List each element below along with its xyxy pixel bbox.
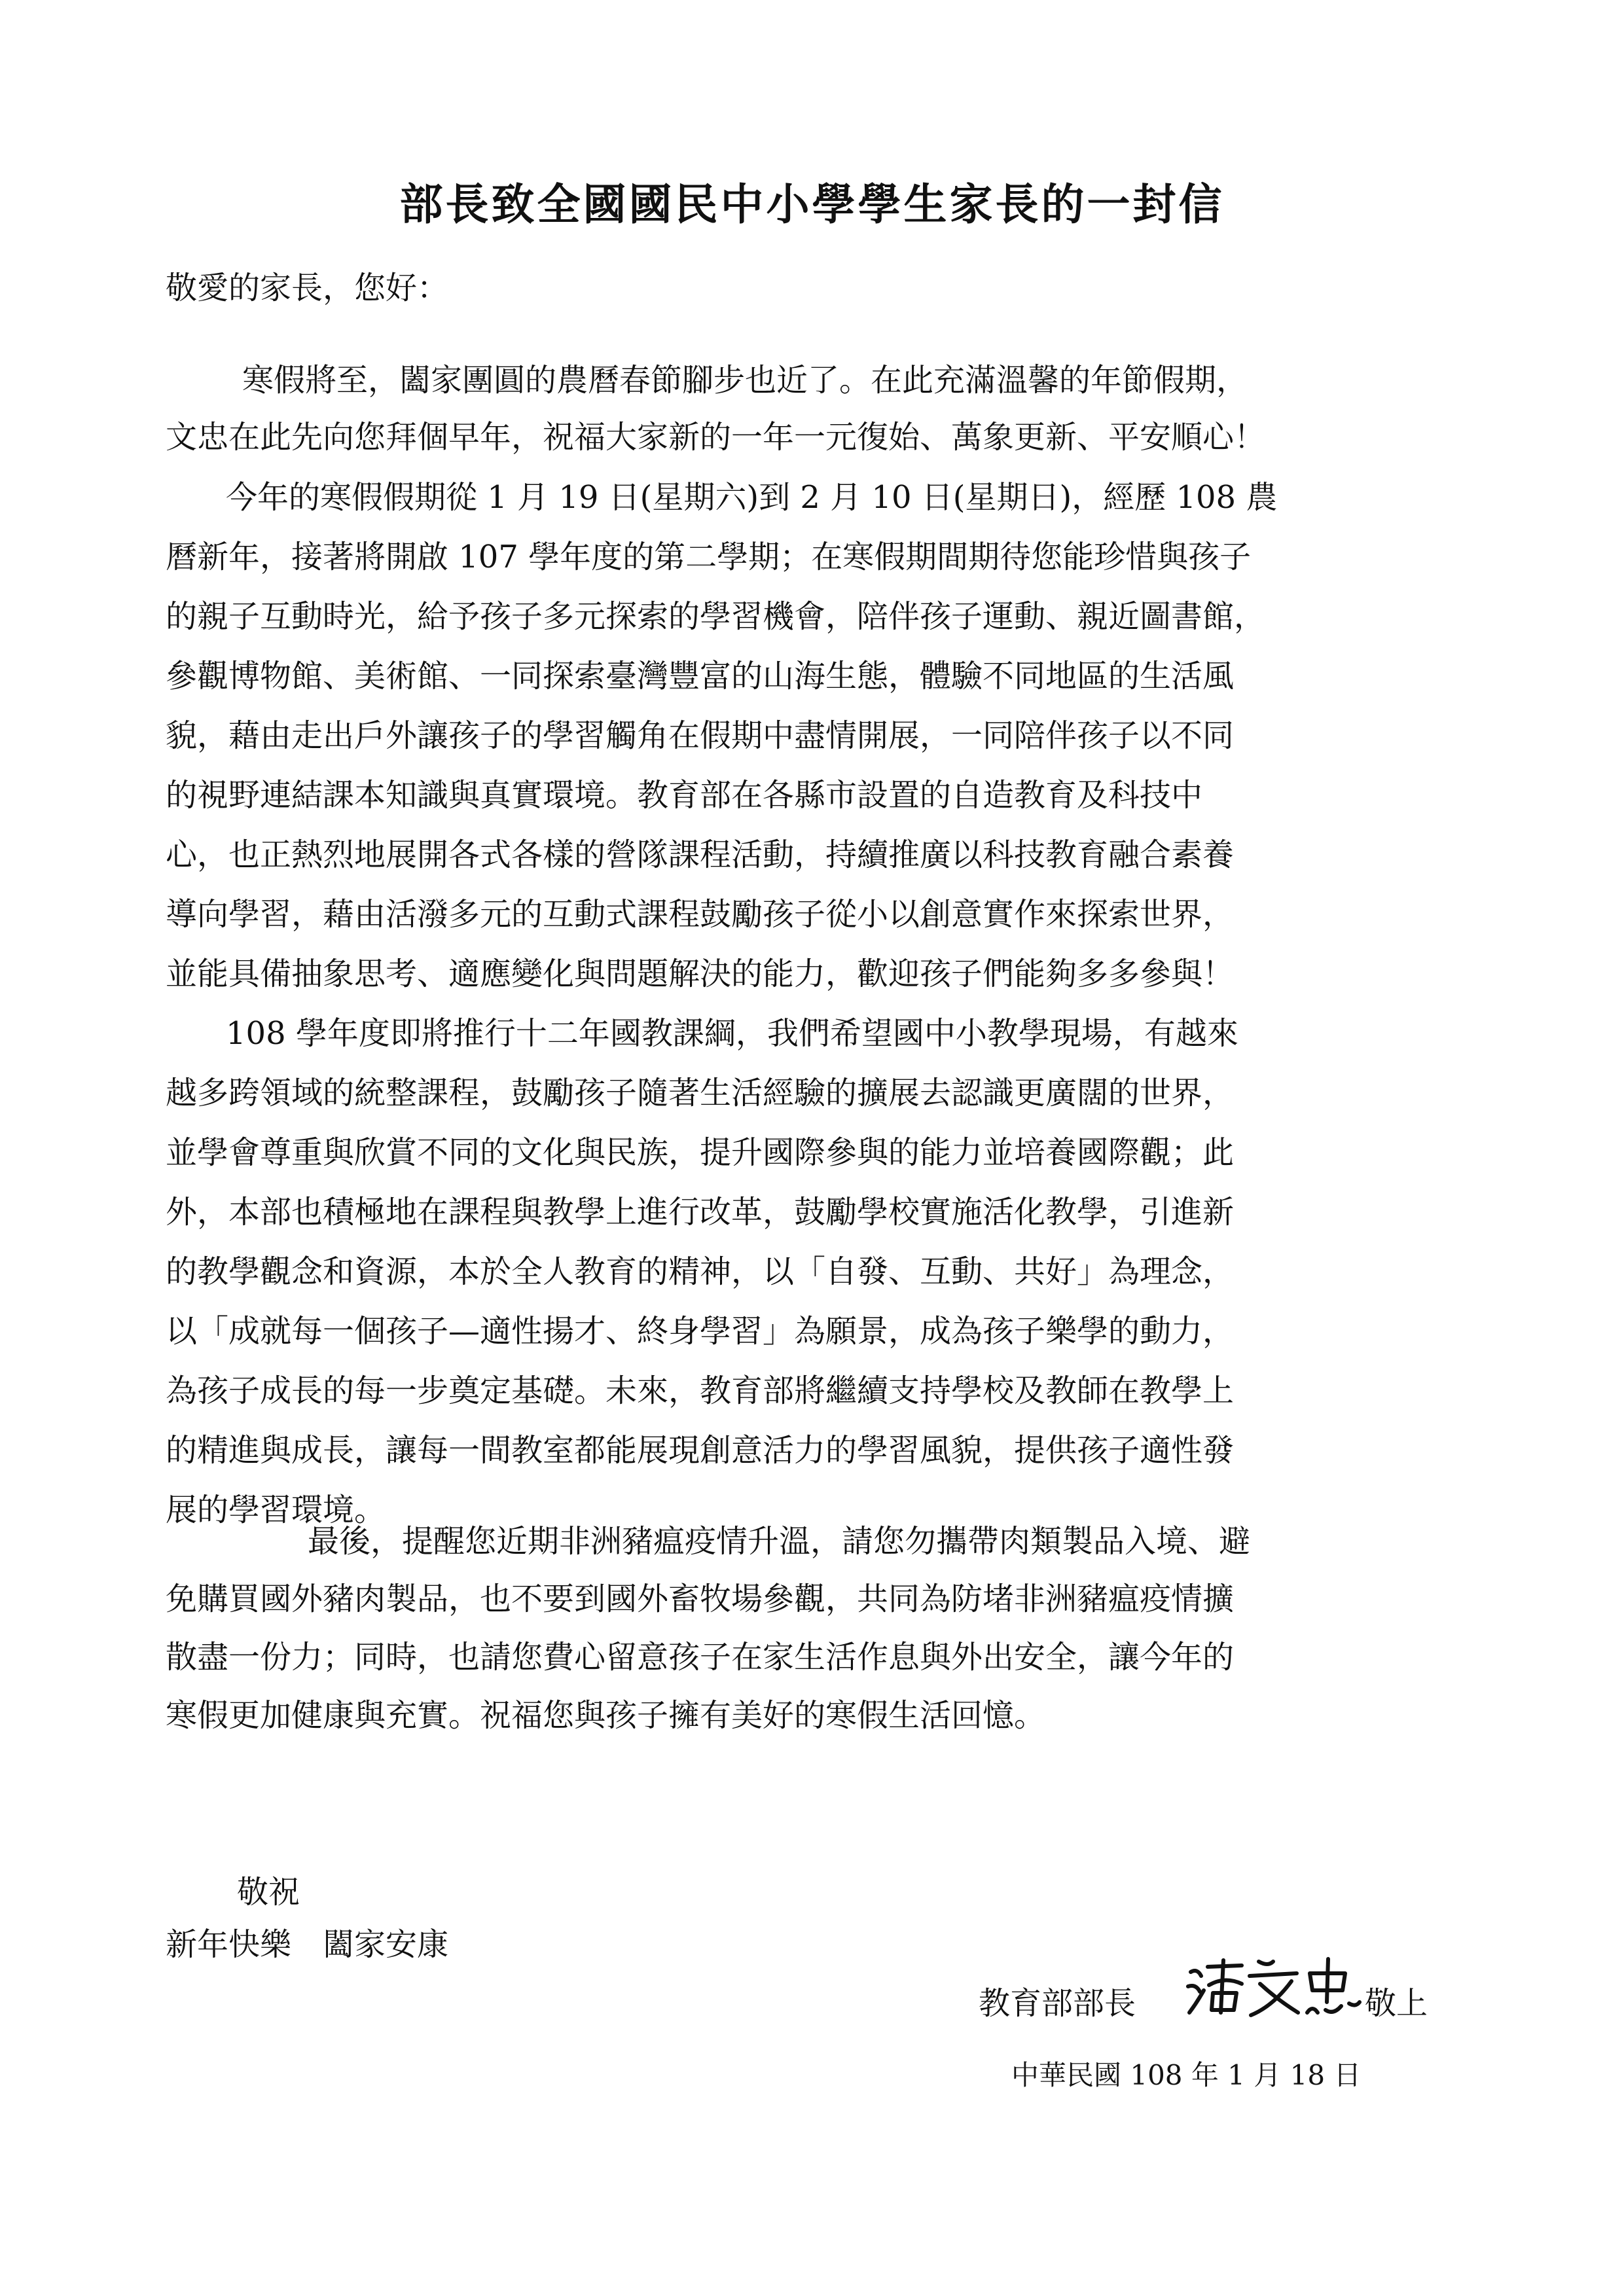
signature-image (1182, 1947, 1378, 2026)
sender-title: 教育部部長 (979, 1985, 1136, 2022)
handwritten-signature (1182, 1947, 1378, 2026)
paragraph-line: 文忠在此先向您拜個早年，祝福大家新的一年一元復始、萬象更新、平安順心！ (166, 419, 1266, 456)
paragraph-line: 的視野連結課本知識與真實環境。教育部在各縣市設置的自造教育及科技中 (166, 777, 1203, 814)
paragraph-line: 的教學觀念和資源，本於全人教育的精神，以「自發、互動、共好」為理念， (166, 1253, 1235, 1290)
paragraph-line: 並能具備抽象思考、適應變化與問題解決的能力，歡迎孩子們能夠多多參與！ (166, 956, 1235, 992)
paragraph-line: 心，也正熱烈地展開各式各樣的營隊課程活動，持續推廣以科技教育融合素養 (166, 836, 1235, 873)
paragraph-line: 108 學年度即將推行十二年國教課綱，我們希望國中小教學現場，有越來 (226, 1015, 1238, 1052)
closing-salutation: 敬祝 (237, 1874, 300, 1910)
paragraph-line: 導向學習，藉由活潑多元的互動式課程鼓勵孩子從小以創意實作來探索世界， (166, 896, 1235, 933)
paragraph-line: 以「成就每一個孩子—適性揚才、終身學習」為願景，成為孩子樂學的動力， (166, 1313, 1235, 1350)
paragraph-line: 貌，藉由走出戶外讓孩子的學習觸角在假期中盡情開展，一同陪伴孩子以不同 (166, 717, 1235, 754)
paragraph-line: 最後，提醒您近期非洲豬瘟疫情升溫，請您勿攜帶肉類製品入境、避 (308, 1523, 1251, 1560)
paragraph-line: 外，本部也積極地在課程與教學上進行改革，鼓勵學校實施活化教學，引進新 (166, 1194, 1235, 1230)
greeting: 敬愛的家長，您好： (166, 270, 449, 306)
paragraph-line: 的精進與成長，讓每一間教室都能展現創意活力的學習風貌，提供孩子適性發 (166, 1432, 1235, 1469)
paragraph-line: 參觀博物館、美術館、一同探索臺灣豐富的山海生態，體驗不同地區的生活風 (166, 658, 1235, 694)
paragraph-line: 展的學習環境。 (166, 1492, 386, 1528)
paragraph-line: 越多跨領域的統整課程，鼓勵孩子隨著生活經驗的擴展去認識更廣闊的世界， (166, 1075, 1235, 1111)
sign-off: 敬上 (1365, 1985, 1428, 2022)
paragraph-line: 曆新年，接著將開啟 107 學年度的第二學期；在寒假期間期待您能珍惜與孩子 (166, 539, 1252, 575)
paragraph-line: 並學會尊重與欣賞不同的文化與民族，提升國際參與的能力並培養國際觀；此 (166, 1134, 1235, 1171)
page-title: 部長致全國國民中小學學生家長的一封信 (399, 179, 1225, 230)
paragraph-line: 寒假將至，闔家團圓的農曆春節腳步也近了。在此充滿溫馨的年節假期， (242, 362, 1248, 399)
paragraph-line: 寒假更加健康與充實。祝福您與孩子擁有美好的寒假生活回憶。 (166, 1697, 1046, 1734)
letter-date: 中華民國 108 年 1 月 18 日 (1011, 2059, 1362, 2091)
paragraph-line: 的親子互動時光，給予孩子多元探索的學習機會，陪伴孩子運動、親近圖書館， (166, 598, 1266, 635)
paragraph-line: 散盡一份力；同時，也請您費心留意孩子在家生活作息與外出安全，讓今年的 (166, 1639, 1235, 1676)
paragraph-line: 今年的寒假假期從 1 月 19 日(星期六)到 2 月 10 日(星期日)，經歷 108 農 (226, 479, 1278, 516)
paragraph-line: 為孩子成長的每一步奠定基礎。未來，教育部將繼續支持學校及教師在教學上 (166, 1372, 1235, 1409)
paragraph-line: 免購買國外豬肉製品，也不要到國外畜牧場參觀，共同為防堵非洲豬瘟疫情擴 (166, 1581, 1235, 1617)
closing-wishes: 新年快樂 闔家安康 (166, 1926, 449, 1963)
